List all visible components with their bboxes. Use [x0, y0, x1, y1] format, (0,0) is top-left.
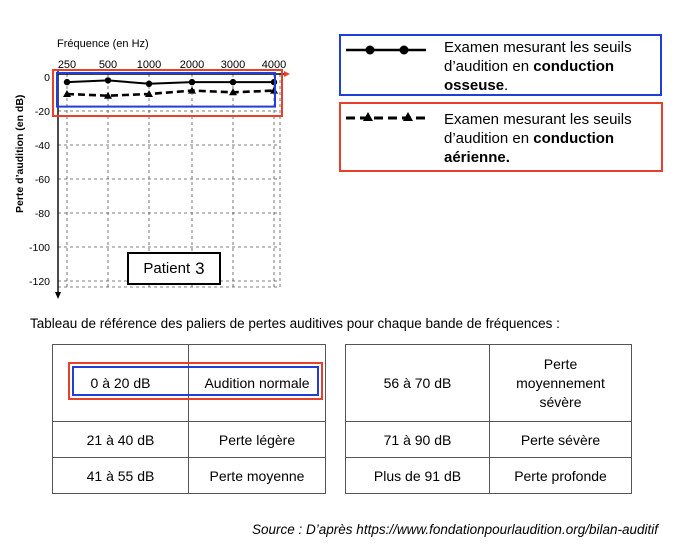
table-cell-label: Perte légère: [189, 422, 326, 458]
table-cell-label: Perte sévère: [490, 422, 632, 458]
x-tick-label: 1000: [136, 59, 162, 71]
highlight-blue-zone: [57, 73, 275, 107]
legend-aerienne-line: [342, 108, 437, 128]
y-tick-label: -100: [28, 242, 50, 254]
table-cell-label: Perte moyenne: [189, 458, 326, 494]
table-cell-label: [490, 345, 632, 422]
data-point-circle: [146, 81, 152, 87]
table-cell-range: 41 à 55 dB: [53, 458, 189, 494]
legend-aerienne-text: [444, 110, 666, 167]
table-cell-range: 56 à 70 dB: [346, 345, 490, 422]
reference-table-right: [345, 344, 632, 494]
legend-osseuse-line3: osseuse.: [444, 77, 509, 94]
data-point-circle: [64, 79, 70, 85]
x-tick-label: 500: [98, 59, 118, 71]
table-row: [346, 458, 632, 494]
table-row: [346, 422, 632, 458]
y-tick-label: -120: [28, 276, 50, 288]
table-row: [53, 458, 326, 494]
table-cell-range: Plus de 91 dB: [346, 458, 490, 494]
x-tick-label: 250: [57, 59, 77, 71]
data-point-circle: [105, 77, 111, 83]
chart-series: [63, 77, 278, 98]
y-tick-label: -60: [34, 174, 50, 186]
y-tick-label: -20: [34, 106, 50, 118]
source-note: Source : D’après https://www.fondationpourlaudition.org/bilan-auditif: [252, 522, 658, 537]
table-cell-label-line: sévère: [539, 393, 582, 410]
normal-range-highlight-blue: [72, 366, 319, 396]
y-tick-label: -40: [34, 140, 50, 152]
y-axis-title: Perte d’audition (en dB): [14, 94, 26, 213]
legend-circle-marker: [366, 46, 375, 55]
x-tick-label: 2000: [179, 59, 205, 71]
table-cell-label-line: Perte: [543, 355, 578, 372]
legend-osseuse-line2: d’audition en conduction: [444, 58, 615, 75]
legend-aerienne-line2: d’audition en conduction: [444, 130, 615, 147]
x-axis-arrow: [284, 71, 290, 77]
x-tick-label: 4000: [261, 59, 287, 71]
table-cell-range: 0 à 20 dB: [53, 345, 189, 422]
data-point-circle: [189, 79, 195, 85]
x-axis-title: Fréquence (en Hz): [57, 38, 149, 50]
data-point-circle: [230, 79, 236, 85]
y-tick-label: 0: [44, 72, 50, 84]
y-tick-labels: [29, 72, 50, 288]
series-line-1: [67, 80, 274, 83]
table-row: [346, 345, 632, 422]
table-cell-label: Perte profonde: [490, 458, 632, 494]
legend-osseuse-line1: Examen mesurant les seuils: [444, 39, 632, 56]
patient-number: 3: [195, 258, 205, 278]
legend-osseuse-line: [342, 40, 432, 60]
series-line-2: [67, 91, 274, 96]
table-cell-range: 21 à 40 dB: [53, 422, 189, 458]
y-axis-arrow: [55, 292, 61, 299]
table-row: [53, 422, 326, 458]
table-cell-label: Audition normale: [189, 345, 326, 422]
patient-label: [127, 252, 221, 285]
table-cell-range: 71 à 90 dB: [346, 422, 490, 458]
legend-circle-marker: [400, 46, 409, 55]
y-tick-label: -80: [34, 208, 50, 220]
legend-osseuse-text: [444, 38, 666, 95]
patient-label-text: Patient: [143, 260, 191, 277]
legend-aerienne-line1: Examen mesurant les seuils: [444, 111, 632, 128]
legend-aerienne-line3: aérienne.: [444, 149, 510, 166]
reference-title: Tableau de référence des paliers de pertes auditives pour chaque bande de fréquences :: [30, 316, 560, 331]
table-cell-label-line: moyennement: [516, 374, 605, 391]
x-tick-label: 3000: [220, 59, 246, 71]
